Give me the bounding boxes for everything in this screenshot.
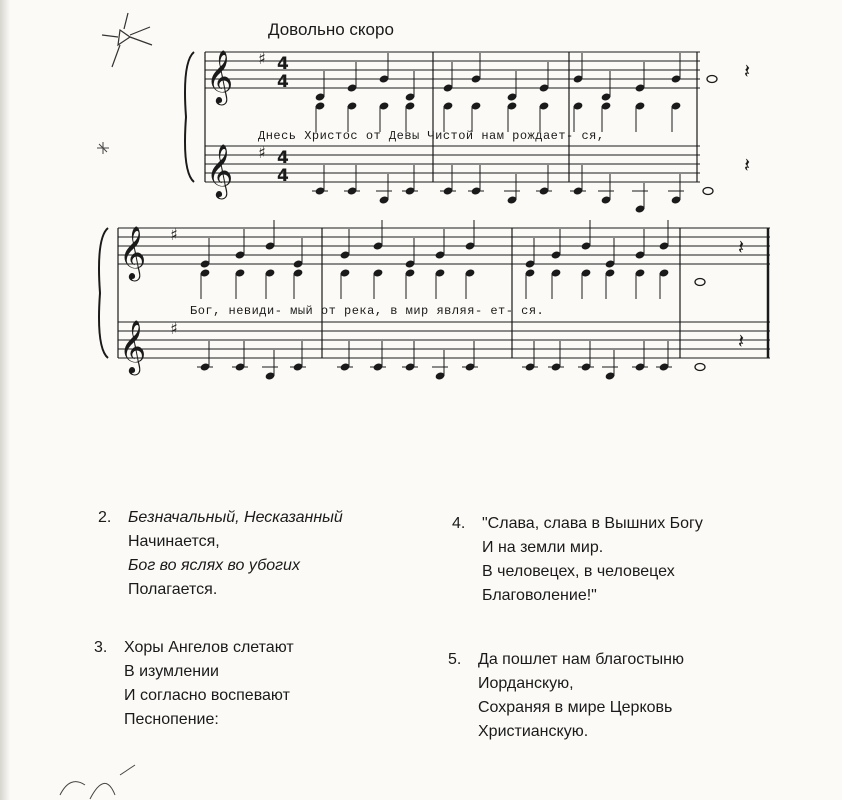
verse-line: Да пошлет нам благостыню xyxy=(478,651,684,668)
sharp-icon: ♯ xyxy=(170,225,178,244)
corner-doodle-icon xyxy=(50,755,140,800)
verse-number: 4. xyxy=(452,515,466,532)
verse-line: Бог во яслях во убогих xyxy=(128,557,300,574)
verse-line: Безначальный, Несказанный xyxy=(128,509,343,526)
verse-line: В изумлении xyxy=(124,663,219,680)
sharp-icon: ♯ xyxy=(258,143,266,162)
verse-2 xyxy=(98,506,343,602)
verse-line: И согласно воспевают xyxy=(124,687,290,704)
verse-4 xyxy=(452,512,703,608)
sharp-icon: ♯ xyxy=(258,49,266,68)
system-brace xyxy=(185,52,194,182)
half-note-head xyxy=(695,364,705,371)
verse-line: Сохраняя в мире Церковь xyxy=(478,699,673,716)
half-note-head xyxy=(695,279,705,286)
treble-clef-icon: 𝄞 xyxy=(206,49,234,103)
rest-icon: 𝄽 xyxy=(744,153,751,177)
treble-clef-icon: 𝄞 xyxy=(119,319,147,373)
verse-line: В человецех, в человецех xyxy=(482,563,675,580)
lyrics-line-2: Бог, невиди- мый от река, в мир являя- ет- ся. xyxy=(190,304,545,318)
verse-line: Хоры Ангелов слетают xyxy=(124,639,294,656)
lyrics-line-1: Днесь Христос от Девы Чистой нам рождает- ся, xyxy=(258,129,605,143)
half-note-head xyxy=(707,76,717,83)
verse-number: 5. xyxy=(448,651,462,668)
verse-line: И на земли мир. xyxy=(482,539,604,556)
verse-line: Христианскую. xyxy=(478,723,589,740)
time-signature-bottom: 4 xyxy=(277,166,289,186)
rest-icon: 𝄽 xyxy=(744,59,751,83)
sharp-icon: ♯ xyxy=(170,319,178,338)
time-signature-top: 4 xyxy=(277,54,289,74)
verse-line: Иорданскую, xyxy=(478,675,574,692)
verse-number: 3. xyxy=(94,639,108,656)
verse-line: Начинается, xyxy=(128,533,220,550)
verse-line: "Слава, слава в Вышних Богу xyxy=(482,515,703,532)
rest-icon: 𝄽 xyxy=(738,235,745,259)
treble-clef-icon: 𝄞 xyxy=(206,143,234,197)
time-signature-bottom: 4 xyxy=(277,72,289,92)
treble-clef-icon: 𝄞 xyxy=(119,225,147,279)
verse-5 xyxy=(448,648,684,744)
verse-line: Благоволение!" xyxy=(482,587,597,604)
verse-3 xyxy=(94,636,294,732)
verse-line: Полагается. xyxy=(128,581,218,598)
half-note-head xyxy=(703,188,713,195)
verse-number: 2. xyxy=(98,509,112,526)
time-signature-top: 4 xyxy=(277,148,289,168)
system-brace xyxy=(99,228,108,358)
rest-icon: 𝄽 xyxy=(738,329,745,353)
verse-line: Песнопение: xyxy=(124,711,219,728)
tempo-marking: Довольно скоро xyxy=(268,20,394,39)
